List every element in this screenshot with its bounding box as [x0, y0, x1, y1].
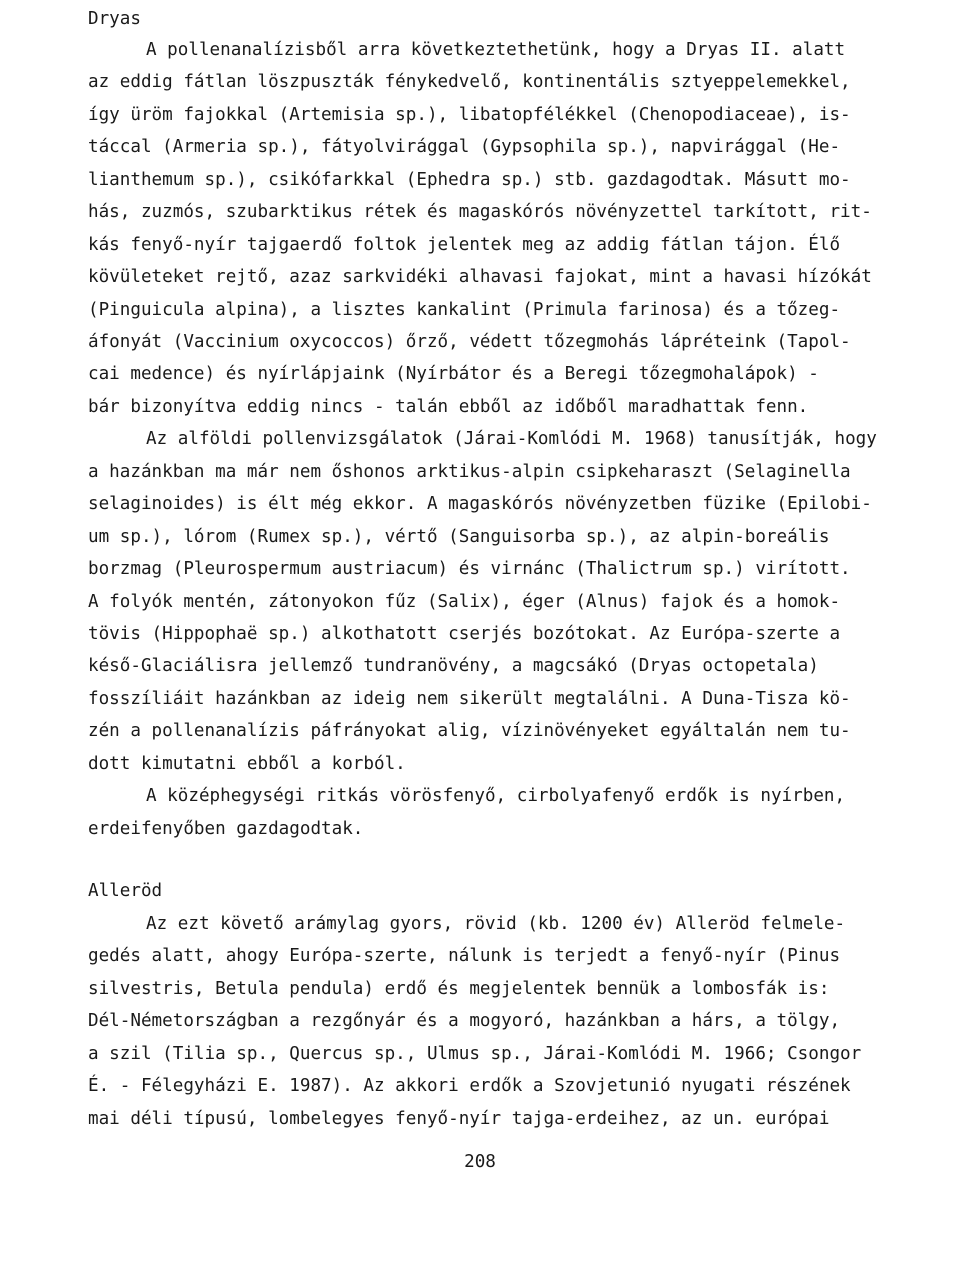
section-heading-allerod: Alleröd	[88, 881, 163, 901]
text-line: lianthemum sp.), csikófarkkal (Ephedra sp.) stb. gazdagodtak. Másutt mo-	[88, 170, 851, 190]
text-line: erdeifenyőben gazdagodtak.	[88, 819, 364, 839]
text-line: A pollenanalízisből arra következtethetünk, hogy a Dryas II. alatt	[146, 40, 846, 60]
text-line: hás, zuzmós, szubarktikus rétek és magaskórós növényzettel tarkított, rit-	[88, 202, 872, 222]
text-line: kás fenyő-nyír tajgaerdő foltok jelentek meg az addig fátlan tájon. Élő	[88, 235, 841, 255]
text-line: tövis (Hippophaë sp.) alkothatott cserjés bozótokat. Az Európa-szerte a	[88, 624, 841, 644]
text-line: a szil (Tilia sp., Quercus sp., Ulmus sp., Járai-Komlódi M. 1966; Csongor	[88, 1044, 862, 1064]
text-line: A középhegységi ritkás vörösfenyő, cirbolyafenyő erdők is nyírben,	[146, 786, 846, 806]
text-line: fosszíliáit hazánkban az ideig nem sikerült megtalálni. A Duna-Tisza kö-	[88, 689, 851, 709]
text-line: silvestris, Betula pendula) erdő és megjelentek bennük a lombosfák is:	[88, 979, 830, 999]
text-line: (Pinguicula alpina), a lisztes kankalint (Primula farinosa) és a tőzeg-	[88, 300, 841, 320]
text-line: selaginoides) is élt még ekkor. A magaskórós növényzetben füzike (Epilobi-	[88, 494, 872, 514]
text-line: É. - Félegyházi E. 1987). Az akkori erdők a Szovjetunió nyugati részének	[88, 1076, 851, 1096]
text-line: dott kimutatni ebből a korból.	[88, 754, 406, 774]
page-number: 208	[464, 1152, 496, 1172]
text-line: Az alföldi pollenvizsgálatok (Járai-Komlódi M. 1968) tanusítják, hogy	[146, 429, 877, 449]
text-line: A folyók mentén, zátonyokon fűz (Salix), éger (Alnus) fajok és a homok-	[88, 592, 841, 612]
text-line: um sp.), lórom (Rumex sp.), vértő (Sanguisorba sp.), az alpin-boreális	[88, 527, 830, 547]
section-heading-dryas: Dryas	[88, 9, 141, 29]
text-line: borzmag (Pleurospermum austriacum) és virnánc (Thalictrum sp.) virított.	[88, 559, 851, 579]
text-line: az eddig fátlan löszpuszták fénykedvelő, kontinentális sztyeppelemekkel,	[88, 72, 851, 92]
text-line: zén a pollenanalízis páfrányokat alig, vízinövényeket egyáltalán nem tu-	[88, 721, 851, 741]
text-line: így üröm fajokkal (Artemisia sp.), libatopfélékkel (Chenopodiaceae), is-	[88, 105, 851, 125]
text-line: kövületeket rejtő, azaz sarkvidéki alhavasi fajokat, mint a havasi hízókát	[88, 267, 872, 287]
text-line: áfonyát (Vaccinium oxycoccos) őrző, védett tőzegmohás lápréteink (Tapol-	[88, 332, 851, 352]
text-line: Dél-Németországban a rezgőnyár és a mogyoró, hazánkban a hárs, a tölgy,	[88, 1011, 841, 1031]
text-line: késő-Glaciálisra jellemző tundranövény, a magcsákó (Dryas octopetala)	[88, 656, 819, 676]
text-line: gedés alatt, ahogy Európa-szerte, nálunk is terjedt a fenyő-nyír (Pinus	[88, 946, 841, 966]
text-line: táccal (Armeria sp.), fátyolvirággal (Gypsophila sp.), napvirággal (He-	[88, 137, 841, 157]
text-line: mai déli típusú, lombelegyes fenyő-nyír tajga-erdeihez, az un. európai	[88, 1109, 830, 1129]
text-line: bár bizonyítva eddig nincs - talán ebből az időből maradhattak fenn.	[88, 397, 809, 417]
text-line: a hazánkban ma már nem őshonos arktikus-alpin csipkeharaszt (Selaginella	[88, 462, 851, 482]
text-line: cai medence) és nyírlápjaink (Nyírbátor és a Beregi tőzegmohalápok) -	[88, 364, 819, 384]
text-line: Az ezt követő arámylag gyors, rövid (kb. 1200 év) Alleröd felmele-	[146, 914, 846, 934]
